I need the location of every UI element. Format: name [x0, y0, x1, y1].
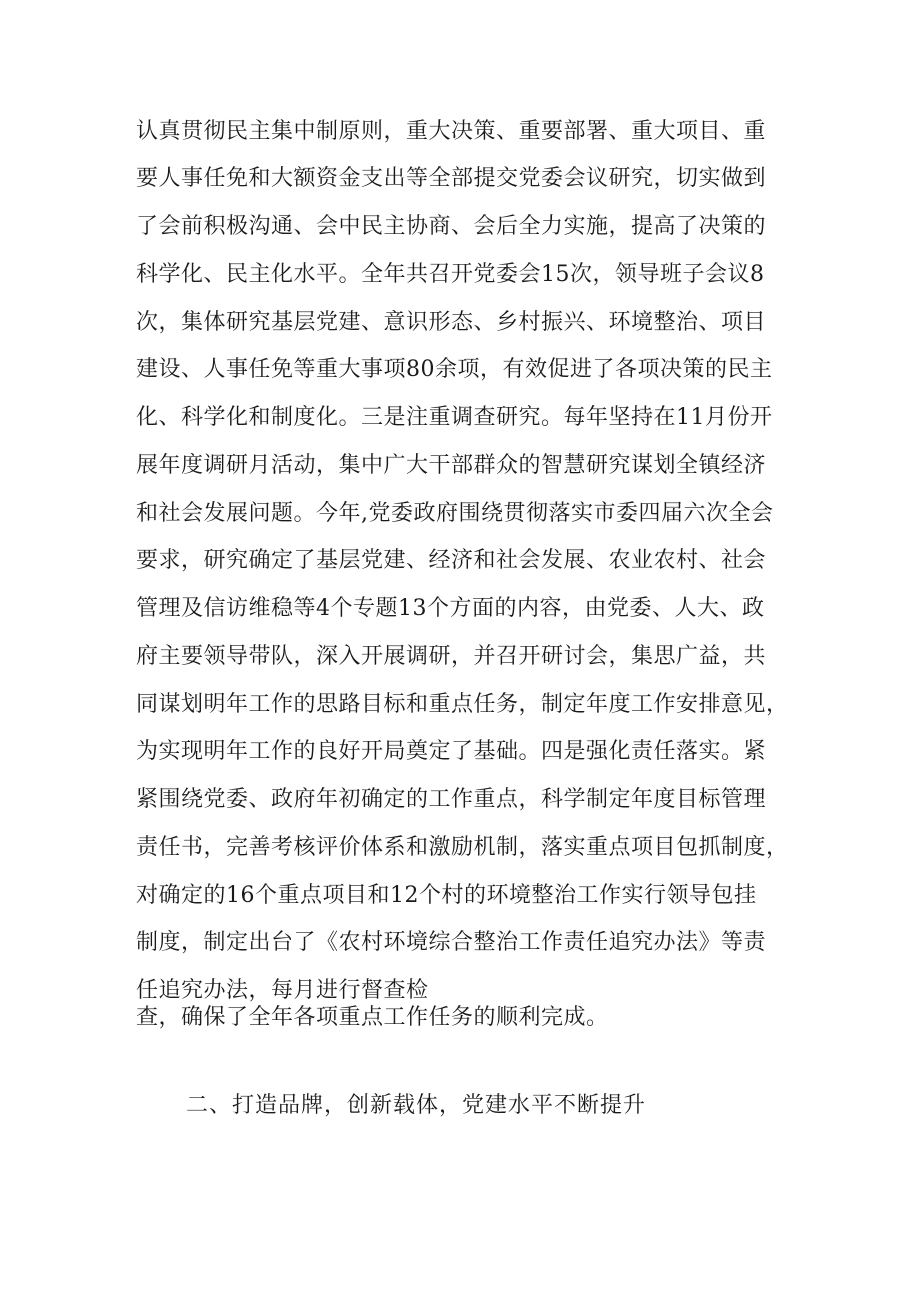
body-line: 查，确保了全年各项重点工作任务的顺利完成。: [136, 1005, 609, 1030]
body-line: 为实现明年工作的良好开局奠定了基础。四是强化责任落实。紧: [136, 739, 767, 764]
section-heading: 二、打造品牌，创新载体，党建水平不断提升: [186, 1093, 647, 1118]
body-line: 同谋划明年工作的思路目标和重点任务，制定年度工作安排意见，: [136, 692, 789, 717]
body-line: 制度，制定出台了《农村环境综合整治工作责任追究办法》等责: [136, 930, 767, 955]
body-line: 展年度调研月活动，集中广大干部群众的智慧研究谋划全镇经济: [136, 453, 767, 478]
body-line: 责任书，完善考核评价体系和激励机制，落实重点项目包抓制度，: [136, 835, 789, 860]
body-line: 建设、人事任免等重大事项80余项，有效促进了各项决策的民主: [136, 357, 773, 382]
body-line: 对确定的16个重点项目和12个村的环境整治工作实行领导包挂: [136, 883, 757, 908]
body-line: 任追究办法，每月进行督查检: [136, 978, 429, 1003]
body-line: 府主要领导带队，深入开展调研，并召开研讨会，集思广益，共: [136, 644, 767, 669]
body-line: 科学化、民主化水平。全年共召开党委会15次，领导班子会议8: [136, 262, 765, 287]
body-line: 管理及信访维稳等4个专题13个方面的内容，由党委、人大、政: [136, 596, 765, 621]
body-line: 要人事任免和大额资金支出等全部提交党委会议研究，切实做到: [136, 166, 767, 191]
body-line: 了会前积极沟通、会中民主协商、会后全力实施，提高了决策的: [136, 214, 767, 239]
body-line: 和社会发展问题。今年,党委政府围绕贯彻落实市委四届六次全会: [136, 501, 774, 526]
body-line: 要求，研究确定了基层党建、经济和社会发展、农业农村、社会: [136, 548, 767, 573]
body-line: 次，集体研究基层党建、意识形态、乡村振兴、环境整治、项目: [136, 310, 767, 335]
body-line: 紧围绕党委、政府年初确定的工作重点，科学制定年度目标管理: [136, 787, 767, 812]
body-line: 化、科学化和制度化。三是注重调查研究。每年坚持在11月份开: [136, 405, 773, 430]
body-line: 认真贯彻民主集中制原则，重大决策、重要部署、重大项目、重: [136, 119, 767, 144]
